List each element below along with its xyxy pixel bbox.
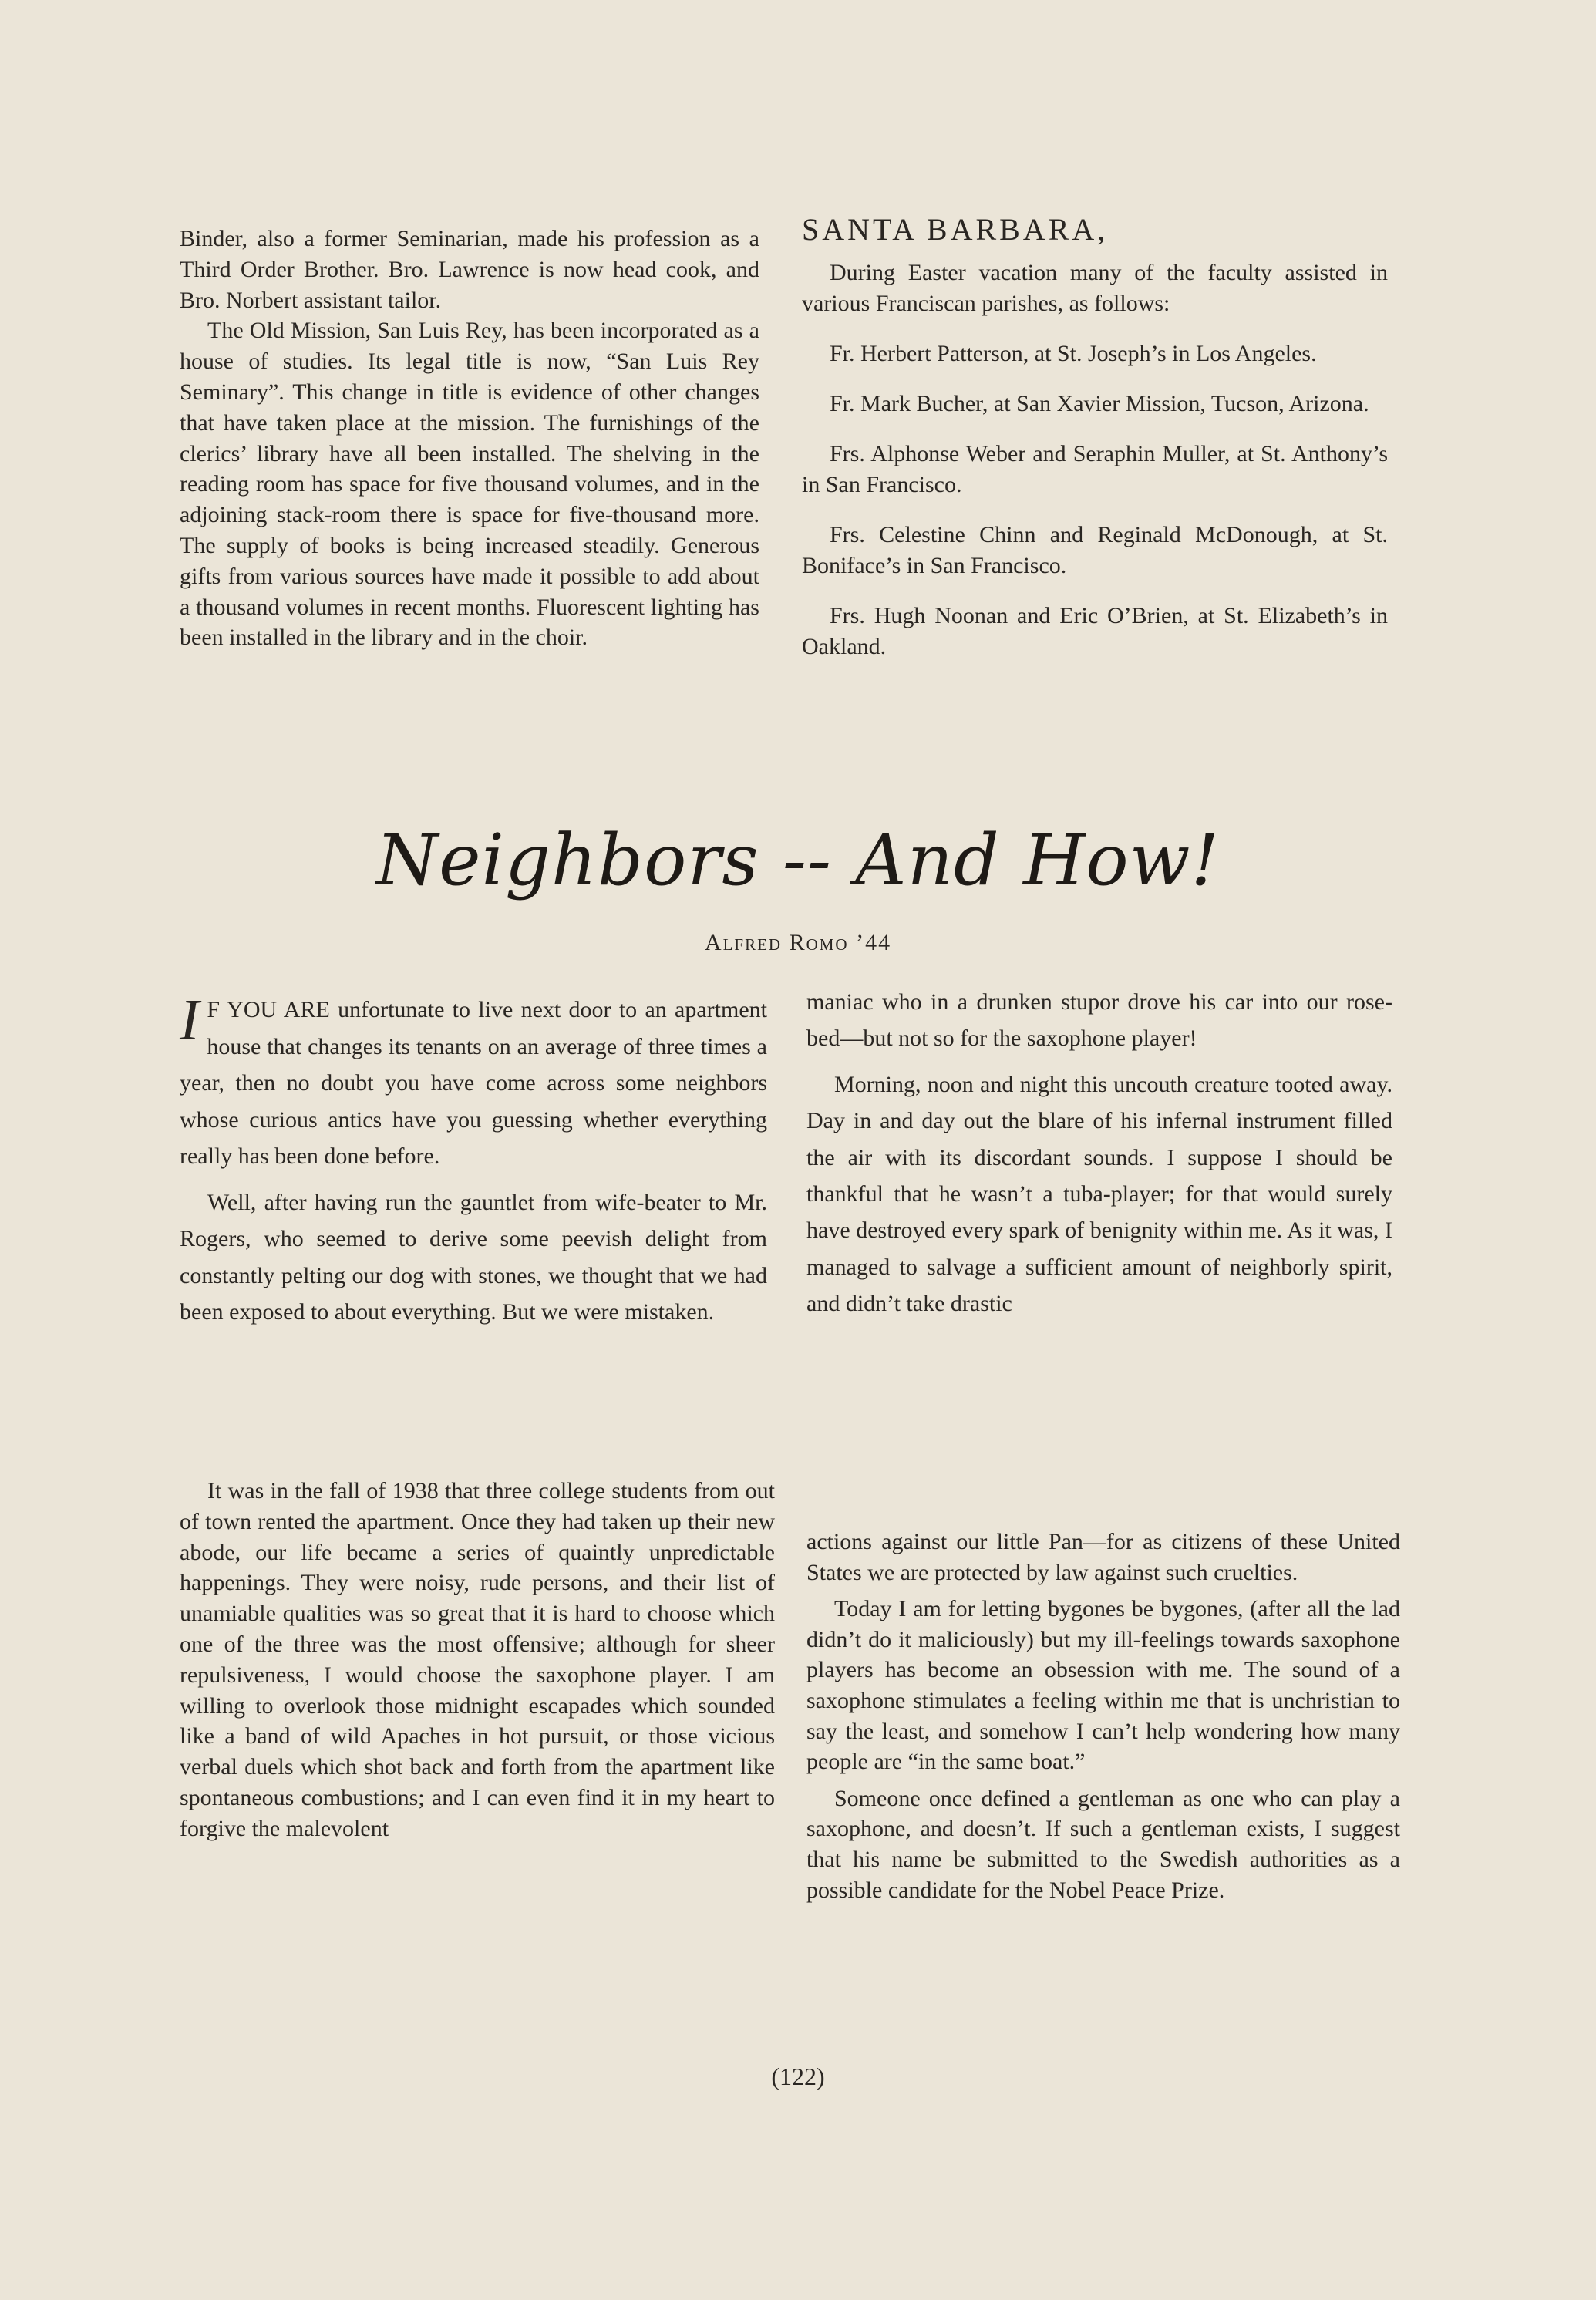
article-paragraph: Morning, noon and night this uncouth creature tooted away. Day in and day out the blare of his infernal instrument filled the air with its discordant sounds. I suppose I should be thankful that he wasn’t a tuba-player; for that would surely have destroyed every spark of benignity within me. As it was, I managed to salvage a sufficient amount of neighborly spirit, and didn’t take drastic: [806, 1071, 1392, 1317]
article-paragraph: actions against our little Pan—for as citizens of these United States we are protected by law against such cruelties.: [806, 1529, 1400, 1585]
article-title: Neighbors -- And How!: [375, 819, 1221, 901]
article-paragraph-opening: [180, 988, 767, 1175]
assignment-item: Fr. Mark Bucher, at San Xavier Mission, Tucson, Arizona.: [830, 390, 1369, 416]
easter-intro: During Easter vacation many of the faculty assisted in various Franciscan parishes, as follows:: [802, 259, 1388, 316]
article-paragraph: Someone once defined a gentleman as one who can play a saxophone, and doesn’t. If such a gentleman exists, I suggest that his name be submitted to the Swedish authorities as a possible candidate for the Nobel Peace Prize.: [806, 1785, 1400, 1903]
paragraph-old-mission: The Old Mission, San Luis Rey, has been incorporated as a house of studies. Its legal title is now, “San Luis Rey Seminary”. This change in title is evidence of other changes that have taken place at the mission. The furnishings of the clerics’ library have all been installed. The shelving in the reading room has space for five thousand volumes, and in the adjoining stack-room there is space for five-thousand more. The supply of books is being increased steadily. Generous gifts from various sources have made it possible to add about a thousand volumes in recent months. Fluorescent lighting has been installed in the library and in the choir.: [180, 318, 759, 651]
santa-barbara-column: [802, 214, 1388, 662]
article-right-column-top: [806, 984, 1392, 1322]
opening-text: F YOU ARE unfortunate to live next door to an apartment house that changes its tenants on an average of three times a year, then no doubt you have come across some neighbors whose curious antics have you guessing whether everything really has been done before.: [180, 997, 767, 1169]
article-paragraph: Today I am for letting bygones be bygones, (after all the lad didn’t do it maliciously) but my ill-feelings towards saxophone players has become an obsession with me. The sound of a saxophone stimulates a feeling within me that is unchristian to say the least, and somehow I can’t help wondering how many people are “in the same boat.”: [806, 1596, 1400, 1775]
article-paragraph: Well, after having run the gauntlet from wife-beater to Mr. Rogers, who seemed to derive some peevish delight from constantly pelting our dog with stones, we thought that we had been exposed to about everything. But we were mistaken.: [180, 1189, 767, 1325]
assignment-item: Frs. Celestine Chinn and Reginald McDonough, at St. Boniface’s in San Francisco.: [802, 521, 1388, 578]
article-paragraph: It was in the fall of 1938 that three college students from out of town rented the apartment. Once they had taken up their new abode, our life became a series of quaintly unpredictable happenings. They were noisy, rude persons, and their list of unamiable qualities was so great that it is hard to choose which one of the three was the most offensive; although for sheer repulsiveness, I would choose the saxophone player. I am willing to overlook those midnight escapades which sounded like a band of wild Apaches in hot pursuit, or those vicious verbal duels which shot back and forth from the apartment like spontaneous combustions; and I can even find it in my heart to forgive the malevolent: [180, 1478, 775, 1841]
section-heading: SANTA BARBARA,: [802, 212, 1109, 247]
article-paragraph: maniac who in a drunken stupor drove his car into our rose-bed—but not so for the saxophone player!: [806, 989, 1392, 1052]
assignment-item: Frs. Alphonse Weber and Seraphin Muller, at St. Anthony’s in San Francisco.: [802, 440, 1388, 497]
assignment-item: Fr. Herbert Patterson, at St. Joseph’s in Los Angeles.: [830, 340, 1317, 366]
drop-cap: I: [180, 988, 200, 1052]
assignment-item: Frs. Hugh Noonan and Eric O’Brien, at St. Elizabeth’s in Oakland.: [802, 602, 1388, 659]
article-left-column-bottom: [180, 1476, 775, 1844]
article-byline: Alfred Romo ’44: [704, 930, 892, 955]
article-left-column-top: [180, 988, 767, 1331]
mission-news-column: [180, 224, 759, 653]
paragraph-binder: Binder, also a former Seminarian, made his profession as a Third Order Brother. Bro. Lawrence is now head cook, and Bro. Norbert assistant tailor.: [180, 226, 759, 313]
page-number: (122): [771, 2063, 825, 2090]
article-right-column-bottom: [806, 1527, 1400, 1905]
